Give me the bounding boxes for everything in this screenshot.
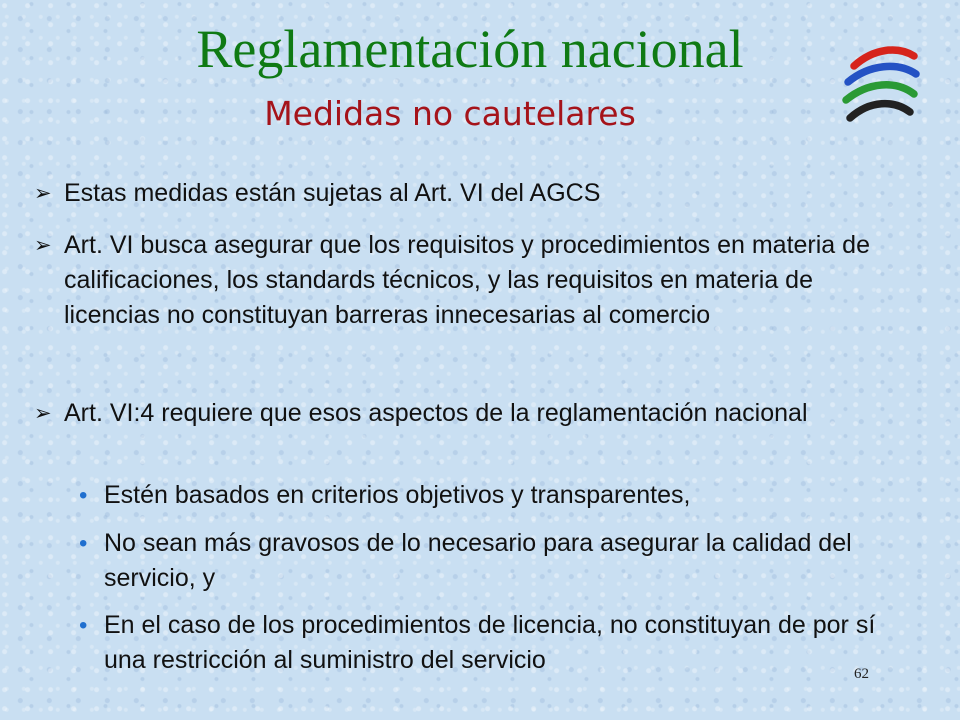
arrowhead-bullet-icon: ➢ bbox=[34, 401, 52, 425]
arrowhead-bullet-icon: ➢ bbox=[34, 181, 52, 205]
sub-bullet-2 bbox=[79, 526, 914, 596]
slide-subtitle: Medidas no cautelares bbox=[264, 94, 636, 133]
bullet-2-text: Art. VI busca asegurar que los requisitos y procedimientos en materia de calificaciones, los standards técnicos, y las requisitos en materia de licencias no constituyan barreras innecesarias al comercio bbox=[64, 231, 870, 329]
dot-bullet-icon: • bbox=[79, 612, 88, 639]
sub-bullet-1 bbox=[79, 478, 914, 513]
dot-bullet-icon: • bbox=[79, 530, 88, 557]
bullet-3 bbox=[34, 396, 914, 431]
page-number: 62 bbox=[854, 666, 869, 682]
sub-bullet-3 bbox=[79, 608, 914, 678]
wto-logo-icon bbox=[836, 42, 928, 126]
logo-arc-blue bbox=[848, 66, 916, 82]
logo-arc-green bbox=[846, 85, 914, 100]
bullet-1-text: Estas medidas están sujetas al Art. VI del AGCS bbox=[64, 179, 601, 207]
logo-arc-black bbox=[850, 104, 910, 118]
bullet-2 bbox=[34, 228, 914, 333]
sub-bullet-1-text: Estén basados en criterios objetivos y transparentes, bbox=[104, 481, 691, 509]
arrowhead-bullet-icon: ➢ bbox=[34, 233, 52, 257]
bullet-1 bbox=[34, 176, 914, 211]
bullet-3-text: Art. VI:4 requiere que esos aspectos de la reglamentación nacional bbox=[64, 399, 808, 427]
slide-title: Reglamentación nacional bbox=[196, 19, 744, 79]
sub-bullet-3-text: En el caso de los procedimientos de licencia, no constituyan de por sí una restricción al suministro del servicio bbox=[104, 611, 876, 674]
sub-bullet-2-text: No sean más gravosos de lo necesario para asegurar la calidad del servicio, y bbox=[104, 529, 852, 592]
dot-bullet-icon: • bbox=[79, 482, 88, 509]
